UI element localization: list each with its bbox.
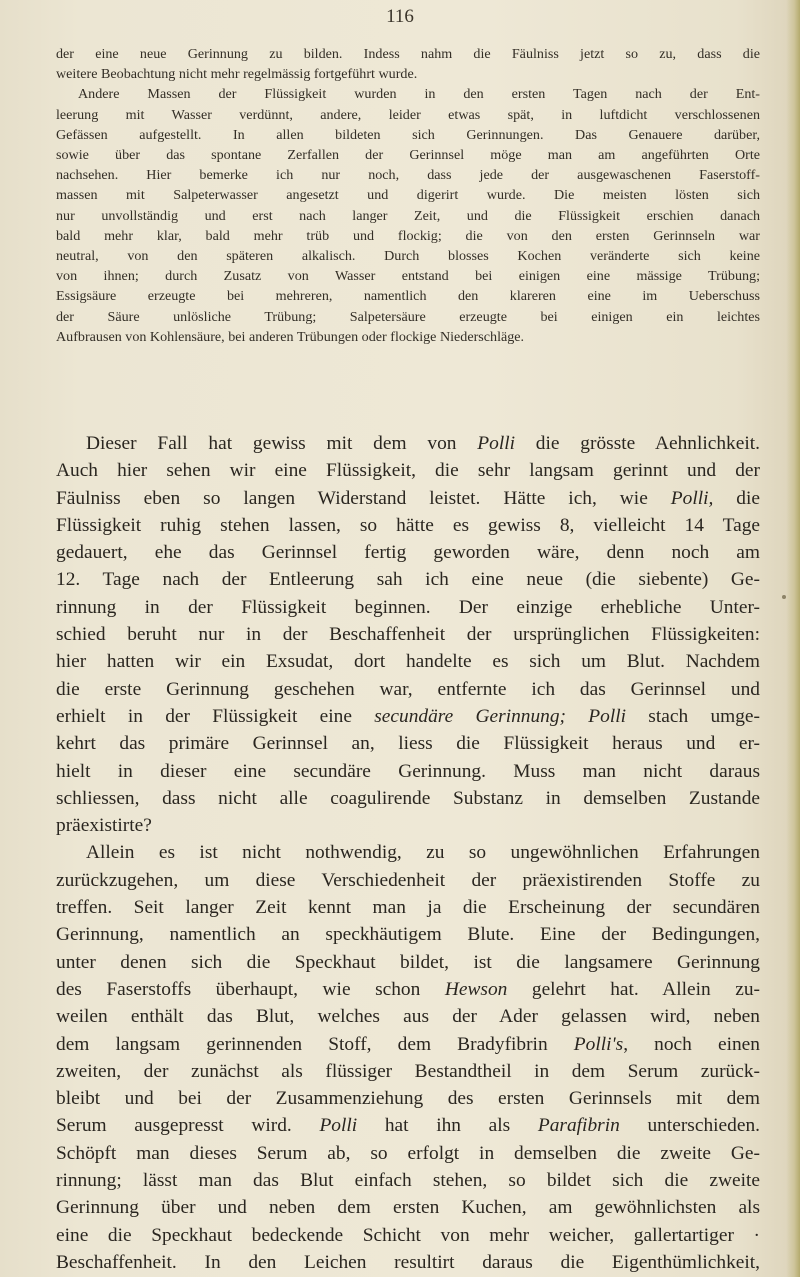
text-line (56, 730, 760, 757)
text-line (56, 1222, 760, 1249)
text-line (56, 703, 760, 730)
text-line: der eine neue Gerinnung zu bilden. Indess nahm die Fäulniss jetzt so zu, dass die (56, 46, 760, 62)
text-line: Andere Massen der Flüssigkeit wurden in den ersten Tagen nach der Ent- (78, 86, 760, 103)
text-run: unter denen sich die Speckhaut bildet, ist die langsamere Gerinnung (56, 951, 760, 973)
italic-run: Polli, (670, 487, 714, 509)
text-run: rinnung; lässt man das Blut einfach stehen, so bildet sich die zweite (56, 1170, 760, 1192)
text-line: Aufbrausen von Kohlensäure, bei anderen Trübungen oder flockige Niederschläge. (56, 328, 525, 345)
text-line: bald mehr klar, bald mehr trüb und flockig; die von den ersten Gerinnseln war (56, 227, 760, 244)
text-line: Essigsäure erzeugte bei mehreren, namentlich den klareren eine im Ueberschuss (56, 288, 760, 305)
text-run: Gerinnung über und neben dem ersten Kuchen, am gewöhnlichsten als (56, 1197, 760, 1219)
text-line (56, 1249, 760, 1276)
text-line (56, 1140, 760, 1167)
text-run: Gerinnung, namentlich an speckhäutigem Blute. Eine der Bedingungen, (56, 924, 760, 946)
text-line (56, 648, 760, 675)
text-run: gedauert, ehe das Gerinnsel fertig geworden wäre, denn noch am (56, 542, 760, 564)
text-run: Beschaffenheit. In den Leichen resultirt daraus die Eigenthümlichkeit, (56, 1251, 760, 1273)
text-run: eine die Speckhaut bedeckende Schicht von mehr weicher, gallertartiger · (56, 1224, 760, 1246)
text-line: sowie über das spontane Zerfallen der Gerinnsel möge man am angeführten Orte (56, 147, 760, 164)
text-line: massen mit Salpeterwasser angesetzt und digerirt wurde. Die meisten lösten sich (56, 187, 760, 204)
text-line: Gefässen aufgestellt. In allen bildeten sich Gerinnungen. Das Genauere darüber, (56, 126, 760, 143)
text-run: Auch hier sehen wir eine Flüssigkeit, die sehr langsam gerinnt und der (56, 460, 760, 482)
text-line: leerung mit Wasser verdünnt, andere, leider etwas spät, in luftdicht verschlossenen (56, 106, 760, 123)
text-run: Allein es ist nicht nothwendig, zu so ungewöhnlichen Erfahrungen (86, 842, 760, 864)
text-line (56, 812, 760, 839)
text-line (56, 1112, 760, 1139)
text-run: rinnung in der Flüssigkeit beginnen. Der einzige erhebliche Unter- (56, 596, 760, 618)
text-run: schliessen, dass nicht alle coagulirende Substanz in demselben Zustande (56, 787, 760, 809)
text-line (56, 894, 760, 921)
text-line (56, 867, 760, 894)
text-run: stach umge- (626, 705, 760, 727)
text-line (56, 921, 760, 948)
text-line (56, 676, 760, 703)
italic-run: Hewson (444, 978, 508, 1000)
text-run: zweiten, der zunächst als flüssiger Bestandtheil in dem Serum zurück- (56, 1060, 760, 1082)
text-line (56, 1194, 760, 1221)
text-line (56, 1003, 760, 1030)
text-run: des Faserstoffs überhaupt, wie schon (56, 978, 445, 1000)
text-line (56, 839, 760, 866)
text-run: die grösste Aehnlichkeit. (514, 433, 760, 454)
text-run: zurückzugehen, um diese Verschiedenheit der präexistirenden Stoffe zu (56, 869, 760, 891)
text-run: hielt in dieser eine secundäre Gerinnung. Muss man nicht daraus (56, 760, 760, 782)
italic-run: secundäre Gerinnung; Polli (374, 705, 627, 727)
text-run: kehrt das primäre Gerinnsel an, liess die Flüssigkeit heraus und er- (56, 733, 760, 755)
page-number: 116 (386, 6, 414, 27)
paper-spot (782, 595, 786, 599)
text-line (56, 1167, 760, 1194)
text-run: weilen enthält das Blut, welches aus der Ader gelassen wird, neben (56, 1006, 760, 1028)
text-run: Fäulniss eben so langen Widerstand leistet. Hätte ich, wie (56, 487, 671, 509)
text-line (56, 594, 760, 621)
text-line (56, 430, 760, 457)
text-run: 12. Tage nach der Entleerung sah ich eine neue (die siebente) Ge- (56, 569, 760, 591)
text-run: erhielt in der Flüssigkeit eine (56, 705, 375, 727)
text-run: Flüssigkeit ruhig stehen lassen, so hätte es gewiss 8, vielleicht 14 Tage (56, 514, 760, 536)
text-line: nachsehen. Hier bemerke ich nur noch, dass jede der ausgewaschenen Faserstoff- (56, 167, 760, 184)
text-line (56, 785, 760, 812)
text-run: präexistirte? (56, 815, 152, 837)
text-line (56, 1031, 760, 1058)
text-line (56, 1058, 760, 1085)
text-line (56, 1085, 760, 1112)
text-run: schied beruht nur in der Beschaffenheit der ursprünglichen Flüssigkeiten: (56, 624, 760, 646)
text-line: von ihnen; durch Zusatz von Wasser entstand bei einigen eine mässige Trübung; (56, 268, 760, 285)
text-run: Dieser Fall hat gewiss mit dem von (86, 433, 478, 454)
text-run: treffen. Seit langer Zeit kennt man ja die Erscheinung der secundären (56, 897, 760, 919)
text-line (56, 457, 760, 484)
text-run: hat ihn als (357, 1115, 538, 1137)
text-line (56, 539, 760, 566)
text-run: die (713, 487, 760, 509)
text-run: unterschieden. (619, 1115, 760, 1137)
italic-run: Polli (319, 1115, 358, 1137)
text-line (56, 566, 760, 593)
italic-run: Parafibrin (537, 1115, 620, 1137)
text-line (56, 621, 760, 648)
text-line (56, 512, 760, 539)
italic-run: Polli's (573, 1033, 624, 1055)
text-run: , noch einen (623, 1033, 760, 1055)
text-line (56, 976, 760, 1003)
text-run: Serum ausgepresst wird. (56, 1115, 320, 1137)
page-edge-shadow (786, 0, 800, 1277)
text-run: gelehrt hat. Allein zu- (507, 978, 760, 1000)
text-run: dem langsam gerinnenden Stoff, dem Bradyfibrin (56, 1033, 574, 1055)
text-line (56, 949, 760, 976)
text-run: die erste Gerinnung geschehen war, entfernte ich das Gerinnsel und (56, 678, 760, 700)
text-line (56, 758, 760, 785)
text-line: der Säure unlösliche Trübung; Salpetersäure erzeugte bei einigen ein leichtes (56, 308, 760, 325)
text-run: hier hatten wir ein Exsudat, dort handelte es sich um Blut. Nachdem (56, 651, 760, 673)
italic-run: Polli (477, 433, 515, 454)
text-line: nur unvollständig und erst nach langer Zeit, und die Flüssigkeit erschien danach (56, 207, 760, 224)
text-line (56, 485, 760, 512)
text-run: bleibt und bei der Zusammenziehung des ersten Gerinnsels mit dem (56, 1088, 760, 1110)
text-line: neutral, von den späteren alkalisch. Durch blosses Kochen veränderte sich keine (56, 248, 760, 265)
main-text (56, 430, 760, 1276)
text-line: weitere Beobachtung nicht mehr regelmässig fortgeführt wurde. (56, 66, 418, 83)
small-print-paragraphs (56, 44, 760, 347)
text-run: Schöpft man dieses Serum ab, so erfolgt in demselben die zweite Ge- (56, 1142, 760, 1164)
